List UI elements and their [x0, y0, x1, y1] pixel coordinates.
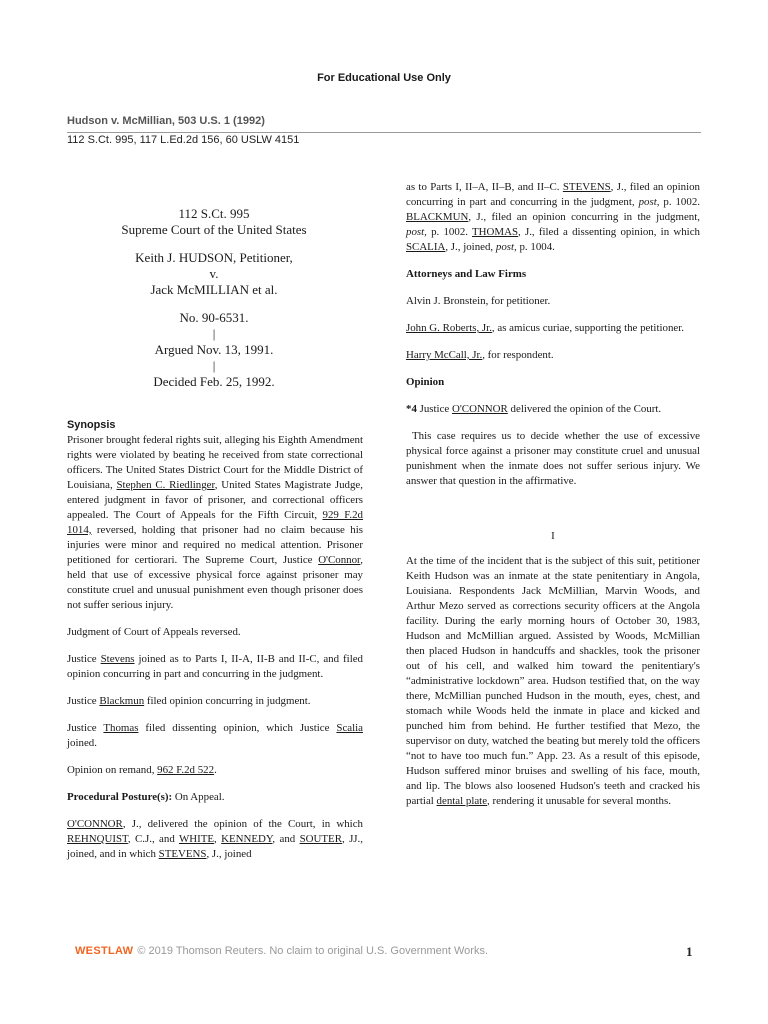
link-stevens-r[interactable]: STEVENS: [562, 181, 611, 193]
court-name: Supreme Court of the United States: [121, 222, 307, 237]
footer: [75, 945, 488, 957]
docket-number: No. 90-6531.: [179, 310, 249, 325]
link-riedlinger[interactable]: Stephen C. Riedlinger: [116, 479, 215, 491]
attorney-amicus: John G. Roberts, Jr., as amicus curiae, supporting the petitioner.: [406, 322, 684, 334]
link-souter[interactable]: SOUTER: [299, 833, 342, 845]
parallel-citations: 112 S.Ct. 995, 117 L.Ed.2d 156, 60 USLW 4151: [67, 134, 300, 146]
link-stevens[interactable]: Stevens: [100, 653, 135, 665]
link-kennedy[interactable]: KENNEDY: [221, 833, 273, 845]
copyright-text: © 2019 Thomson Reuters. No claim to original U.S. Government Works.: [137, 945, 489, 957]
respondent: Jack McMILLIAN et al.: [150, 282, 278, 297]
link-thomas[interactable]: Thomas: [103, 722, 139, 734]
link-scalia-r[interactable]: SCALIA: [406, 241, 446, 253]
link-oconnor[interactable]: O'Connor: [318, 554, 361, 566]
link-thomas-r[interactable]: THOMAS: [472, 226, 519, 238]
facts-paragraph: At the time of the incident that is the subject of this suit, petitioner Keith Hudson was an inmate at the state penitentiary in Angola, Louisiana. Respondents Jack McMillian, Marvin Woods, and Arthur Mezo served as corrections security officers at the Angola facility. During the early morning hours of October 30, 1983, Hudson and McMillian argued. Assisted by Woods, McMillian then placed Hudson in handcuffs and shackles, took the prisoner out of his cell, and walked him toward the penitentiary's “administrative lockdown” area. Hudson testified that, on the way there, McMillian punched Hudson in the mouth, eyes, chest, and stomach while Woods held the inmate in place and kicked and punched him from behind. He further testified that Mezo, the supervisor on duty, watched the beating but merely told the officers “not to have too much fun.” App. 23. As a result of this episode, Hudson suffered minor bruises and swelling of his face, mouth, and lip. The blows also loosened Hudson's teeth and cracked his partial dental plate, rendering it unusable for several months.: [406, 555, 700, 807]
stevens-note: Justice Stevens joined as to Parts I, II-A, II-B and II-C, and filed opinion concurring in part and concurring in the judgment.: [67, 653, 363, 680]
link-rehnquist[interactable]: REHNQUIST: [67, 833, 128, 845]
attorney-respondent: Harry McCall, Jr., for respondent.: [406, 349, 554, 361]
attorneys-heading: Attorneys and Law Firms: [406, 268, 527, 280]
caption-separator: |: [212, 326, 216, 341]
case-citation: Hudson v. McMillian, 503 U.S. 1 (1992): [67, 115, 265, 127]
synopsis-heading: Synopsis: [67, 419, 116, 431]
attorney-petitioner: Alvin J. Bronstein, for petitioner.: [406, 295, 551, 307]
link-roberts[interactable]: John G. Roberts, Jr.: [406, 322, 492, 334]
page-number: 1: [686, 944, 693, 959]
majority-line-continued: as to Parts I, II–A, II–B, and II–C. STEVENS, J., filed an opinion concurring in part and concurring in the judgment, post, p. 1002. BLACKMUN, J., filed an opinion concurring in the judgment, post, p. 1002. THOMAS, J., filed a dissenting opinion, in which SCALIA, J., joined, post, p. 1004.: [406, 181, 700, 253]
argued-date: Argued Nov. 13, 1991.: [154, 342, 274, 357]
caption-separator: |: [212, 358, 216, 373]
link-dental-plate[interactable]: dental plate: [436, 795, 488, 807]
majority-line: O'CONNOR, J., delivered the opinion of the Court, in which REHNQUIST, C.J., and WHITE, KENNEDY, and SOUTER, JJ., joined, and in which STEVENS, J., joined: [67, 818, 363, 860]
link-stevens-j[interactable]: STEVENS: [158, 848, 207, 860]
opinion-heading: Opinion: [406, 376, 445, 388]
thomas-note: Justice Thomas filed dissenting opinion, which Justice Scalia joined.: [67, 722, 364, 749]
header-divider: [67, 132, 701, 133]
judgment-text: Judgment of Court of Appeals reversed.: [67, 626, 241, 638]
westlaw-logo: WESTLAW: [75, 945, 134, 957]
link-blackmun[interactable]: Blackmun: [99, 695, 145, 707]
petitioner: Keith J. HUDSON, Petitioner,: [135, 250, 293, 265]
blackmun-note: Justice Blackmun filed opinion concurring in judgment.: [67, 695, 311, 707]
link-oconnor-op[interactable]: O'CONNOR: [451, 403, 508, 415]
left-column: [67, 418, 363, 874]
reporter-cite: 112 S.Ct. 995: [178, 206, 250, 221]
link-962-f2d[interactable]: 962 F.2d 522: [157, 764, 215, 776]
link-oconnor-j[interactable]: O'CONNOR: [67, 818, 123, 830]
opinion-question: This case requires us to decide whether the use of excessive physical force against a prisoner may constitute cruel and unusual punishment when the inmate does not suffer serious injury. We answer that question in the affirmative.: [406, 430, 700, 487]
procedural-posture: Procedural Posture(s): On Appeal.: [67, 791, 225, 803]
remand-note: Opinion on remand, 962 F.2d 522.: [67, 764, 217, 776]
right-column: [406, 180, 700, 821]
link-mccall[interactable]: Harry McCall, Jr.: [406, 349, 483, 361]
case-caption: [67, 206, 361, 390]
section-heading: I: [551, 530, 555, 542]
link-929-f2d[interactable]: 929 F.2d 1014,: [67, 509, 363, 536]
opinion-intro: *4 Justice O'CONNOR delivered the opinion of the Court.: [406, 403, 662, 415]
educational-use-notice: For Educational Use Only: [317, 72, 451, 84]
versus: v.: [209, 266, 219, 281]
decided-date: Decided Feb. 25, 1992.: [153, 374, 275, 389]
link-white[interactable]: WHITE: [178, 833, 215, 845]
link-blackmun-r[interactable]: BLACKMUN: [406, 211, 469, 223]
synopsis-text: Prisoner brought federal rights suit, alleging his Eighth Amendment rights were violated by beating he received from state correctional officers. The United States District Court for the Middle District of Louisiana, Stephen C. Riedlinger, United States Magistrate Judge, entered judgment in favor of prisoner, and correctional officers appealed. The Court of Appeals for the Fifth Circuit, 929 F.2d 1014, reversed, holding that prisoner had no claim because his injuries were minor and required no medical attention. Prisoner petitioned for certiorari. The Supreme Court, Justice O'Connor, held that use of excessive physical force against prisoner may constitute cruel and unusual punishment even though prisoner does not suffer serious injury.: [67, 434, 363, 611]
link-scalia[interactable]: Scalia: [336, 722, 364, 734]
